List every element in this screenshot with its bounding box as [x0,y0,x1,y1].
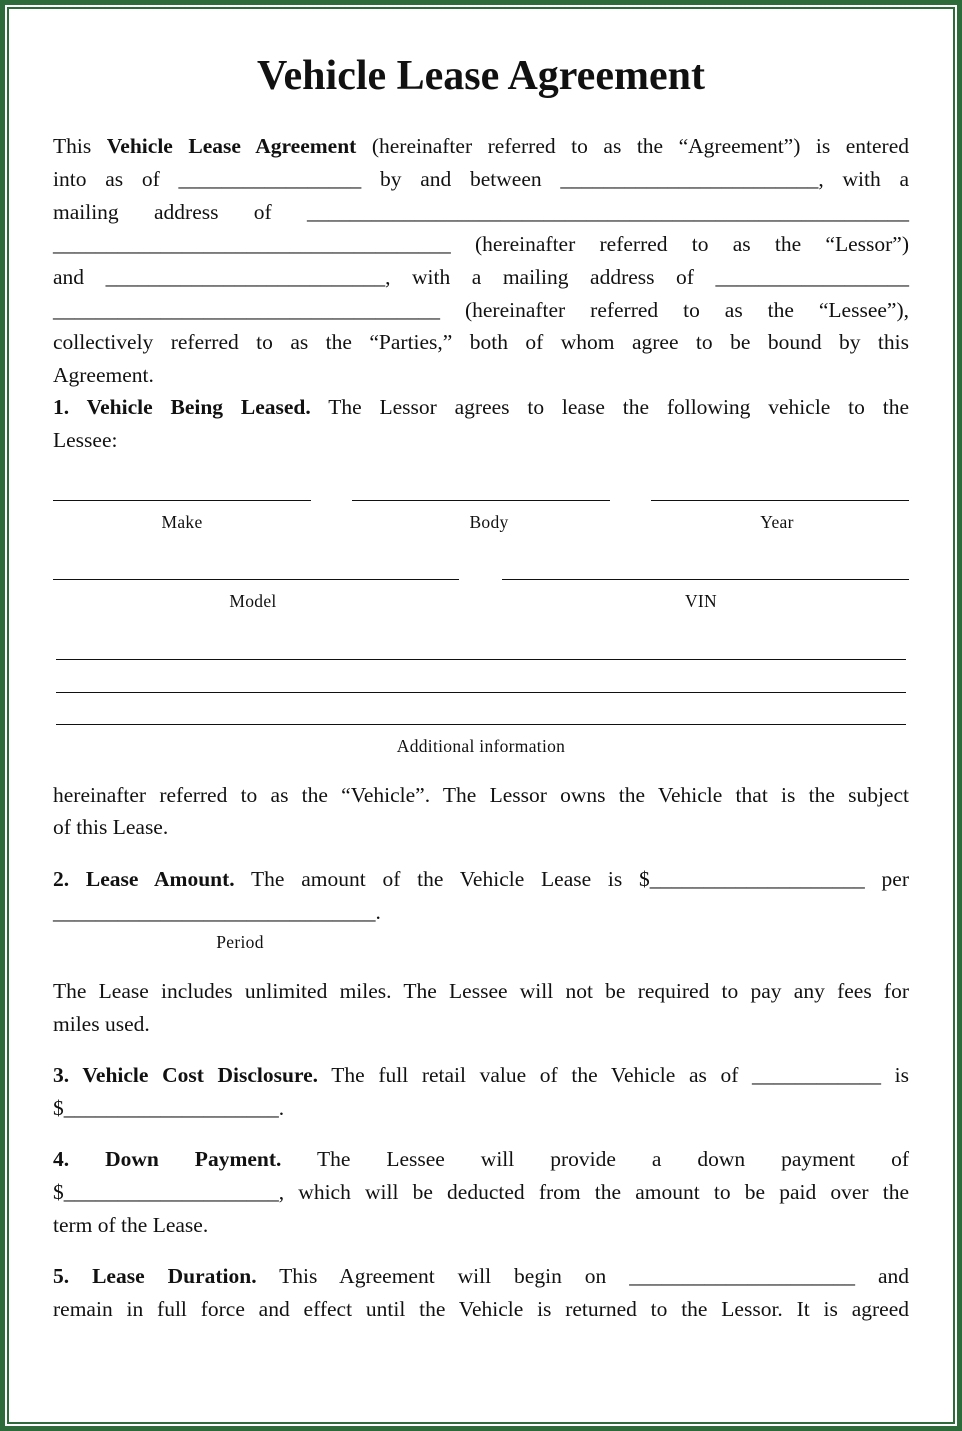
section2-heading: 2. Lease Amount. [53,867,235,891]
vin-caption: VIN [684,591,717,611]
body-caption: Body [469,512,509,532]
section1-line-2: Lessee: [53,428,118,452]
section4-text: The Lessee will provide a down payment of [281,1147,909,1171]
section5-text: This Agreement will begin on _____________________ and [256,1264,909,1288]
intro-line-7: collectively referred to as the “Parties,” both of whom agree to be bound by this [53,330,909,354]
make-caption: Make [161,512,203,532]
section3-line-1 [53,1059,909,1092]
miles-line-1: The Lease includes unlimited miles. The Lessee will not be required to pay any fees for [53,979,909,1003]
section3-line-2: $____________________. [53,1096,285,1120]
section5-line-2: remain in full force and effect until the Vehicle is returned to the Lessor. It is agreed [53,1297,909,1321]
document-title: Vehicle Lease Agreement [257,53,705,99]
make-blank[interactable] [53,500,311,501]
vin-blank[interactable] [502,579,909,580]
section2-line-1 [53,863,909,896]
intro-agreement-name: Vehicle Lease Agreement [106,134,357,158]
year-blank[interactable] [651,500,909,501]
section2-line-2: ______________________________. [53,900,381,924]
section1-text: The Lessor agrees to lease the following vehicle to the [310,395,909,419]
intro-line-2: into as of _________________ by and between ________________________, with a [53,167,909,191]
intro-line-1 [53,130,909,163]
miles-line-2: miles used. [53,1012,150,1036]
body-blank[interactable] [352,500,610,501]
additional-info-blank-1[interactable] [56,659,906,660]
intro-line-3: mailing address of ________________________________________________________ [53,200,909,224]
section5-heading: 5. Lease Duration. [53,1264,257,1288]
additional-info-blank-3[interactable] [56,724,906,725]
intro-rest: (hereinafter referred to as the “Agreement”) is entered [356,134,910,158]
year-caption: Year [760,512,794,532]
intro-line-5: and __________________________, with a mailing address of __________________ [53,265,909,289]
section4-line-2: $____________________, which will be deducted from the amount to be paid over the [53,1180,909,1204]
additional-info-caption: Additional information [396,736,566,756]
additional-info-blank-2[interactable] [56,692,906,693]
section5-line-1 [53,1260,909,1293]
section1-line-1 [53,391,909,424]
section4-heading: 4. Down Payment. [53,1147,282,1171]
intro-lead: This [53,134,107,158]
intro-line-4: _____________________________________ (hereinafter referred to as the “Lessor”) [53,232,909,256]
intro-line-8: Agreement. [53,363,154,387]
section2-text: The amount of the Vehicle Lease is $____________________ per [234,867,909,891]
period-caption: Period [216,932,264,952]
section4-line-3: term of the Lease. [53,1213,209,1237]
model-blank[interactable] [53,579,459,580]
section1-heading: 1. Vehicle Being Leased. [53,395,311,419]
vehicle-definition-line-2: of this Lease. [53,815,169,839]
section4-line-1 [53,1143,909,1176]
section3-heading: 3. Vehicle Cost Disclosure. [53,1063,319,1087]
section3-text: The full retail value of the Vehicle as of ____________ is [318,1063,909,1087]
model-caption: Model [229,591,277,611]
intro-line-6: ____________________________________ (hereinafter referred to as the “Lessee”), [53,298,909,322]
vehicle-definition-line-1: hereinafter referred to as the “Vehicle”. The Lessor owns the Vehicle that is the subject [53,783,909,807]
